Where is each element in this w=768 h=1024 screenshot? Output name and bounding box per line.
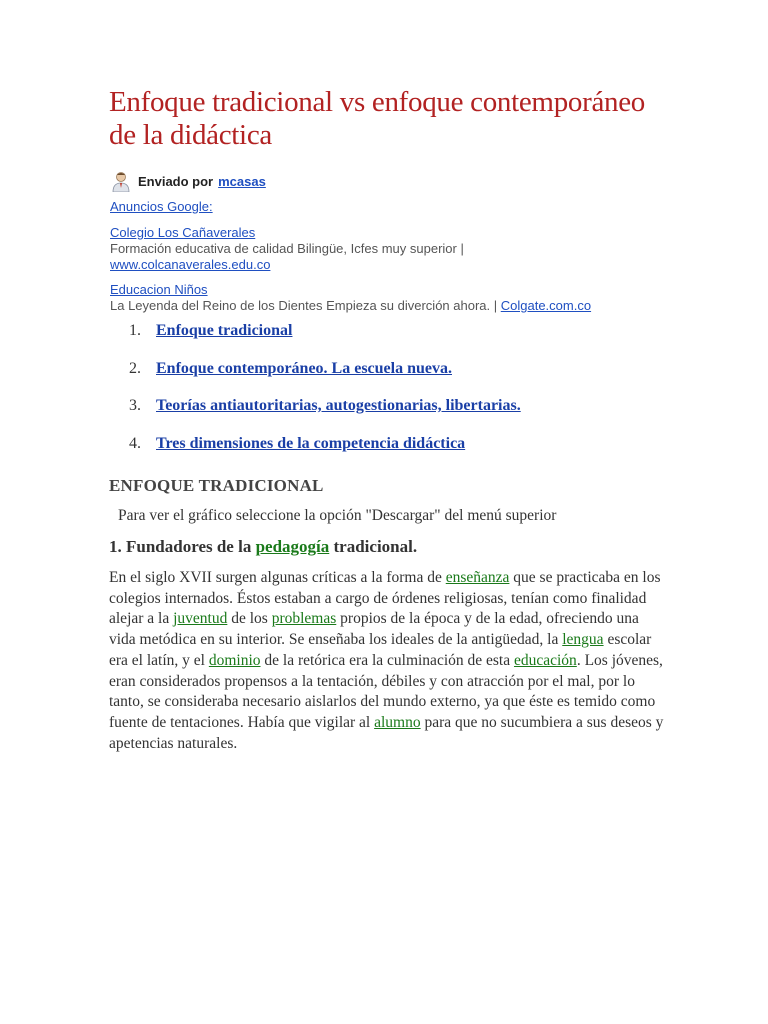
link-ensenanza[interactable]: enseñanza <box>445 569 510 586</box>
paragraph-text: que se practicaba en los colegios internados. Éstos estaban a cargo de órdenes religiosas, tenían como finalidad alejar a la <box>109 569 661 628</box>
ads-block <box>110 199 670 323</box>
link-juventud[interactable]: juventud <box>173 610 228 628</box>
subsection-heading <box>109 537 417 557</box>
paragraph-text: escolar era el latín, y el <box>109 631 652 669</box>
ad-title-link[interactable]: Educacion Niños <box>110 282 208 297</box>
link-alumno[interactable]: alumno <box>374 713 421 731</box>
paragraph-text: En el siglo XVII surgen algunas críticas a la forma de <box>109 569 446 586</box>
body-paragraph <box>109 568 664 754</box>
author-prefix: Enviado por <box>138 173 214 189</box>
ad-text: La Leyenda del Reino de los Dientes Empieza su diverción ahora. | <box>110 298 498 313</box>
toc-item <box>129 322 521 360</box>
toc-number: 3. <box>129 397 141 414</box>
toc-item <box>129 435 521 473</box>
toc-link-enfoque-tradicional[interactable]: Enfoque tradicional <box>156 322 293 339</box>
subheading-text: 1. Fundadores de la <box>109 537 252 556</box>
ad-item <box>110 282 670 314</box>
table-of-contents <box>129 322 521 472</box>
ads-header-link[interactable]: Anuncios Google: <box>110 199 213 214</box>
user-avatar-icon <box>110 170 132 192</box>
ad-item <box>110 225 670 273</box>
toc-number: 2. <box>129 359 141 377</box>
link-educacion[interactable]: educación <box>513 651 577 669</box>
page-title: Enfoque tradicional vs enfoque contemporáneo de la didáctica <box>109 86 645 151</box>
toc-link-dimensiones[interactable]: Tres dimensiones de la competencia didáctica <box>156 434 466 452</box>
toc-item <box>129 360 521 398</box>
ad-url-link[interactable]: www.colcanaverales.edu.co <box>110 257 271 272</box>
toc-number: 4. <box>129 434 141 452</box>
ad-url-link[interactable]: Colgate.com.co <box>500 298 592 313</box>
toc-item <box>129 397 521 435</box>
toc-link-teorias[interactable]: Teorías antiautoritarias, autogestionarias, libertarias. <box>156 397 521 414</box>
ad-text: Formación educativa de calidad Bilingüe, Icfes muy superior | <box>110 241 464 256</box>
link-dominio[interactable]: dominio <box>208 651 261 669</box>
toc-number: 1. <box>129 322 141 339</box>
download-note: Para ver el gráfico seleccione la opción "Descargar" del menú superior <box>118 507 557 524</box>
ad-title-link[interactable]: Colegio Los Cañaverales <box>110 225 256 240</box>
paragraph-text: de la retórica era la culminación de esta <box>260 651 514 669</box>
author-link[interactable]: mcasas <box>218 173 266 189</box>
paragraph-text: . Los jóvenes, eran considerados propensos a la tentación, débiles y con atracción por el mal, por lo tanto, se consideraba necesario aislarlos del mundo externo, ya que éste es temido como fuente de tentaciones. Había que vigilar al <box>109 651 663 731</box>
subheading-text: tradicional. <box>333 537 418 556</box>
link-lengua[interactable]: lengua <box>562 631 604 649</box>
paragraph-text: de los <box>227 610 272 628</box>
paragraph-text: propios de la época y de la edad, ofreciendo una vida metódica en su interior. Se enseñaba los ideales de la antigüedad, la <box>109 610 639 649</box>
link-pedagogia[interactable]: pedagogía <box>255 537 330 556</box>
link-problemas[interactable]: problemas <box>271 610 337 628</box>
author-line <box>110 170 266 192</box>
paragraph-text: para que no sucumbiera a sus deseos y apetencias naturales. <box>109 713 664 752</box>
toc-link-enfoque-contemporaneo[interactable]: Enfoque contemporáneo. La escuela nueva. <box>156 359 452 377</box>
section-heading: ENFOQUE TRADICIONAL <box>109 476 324 495</box>
